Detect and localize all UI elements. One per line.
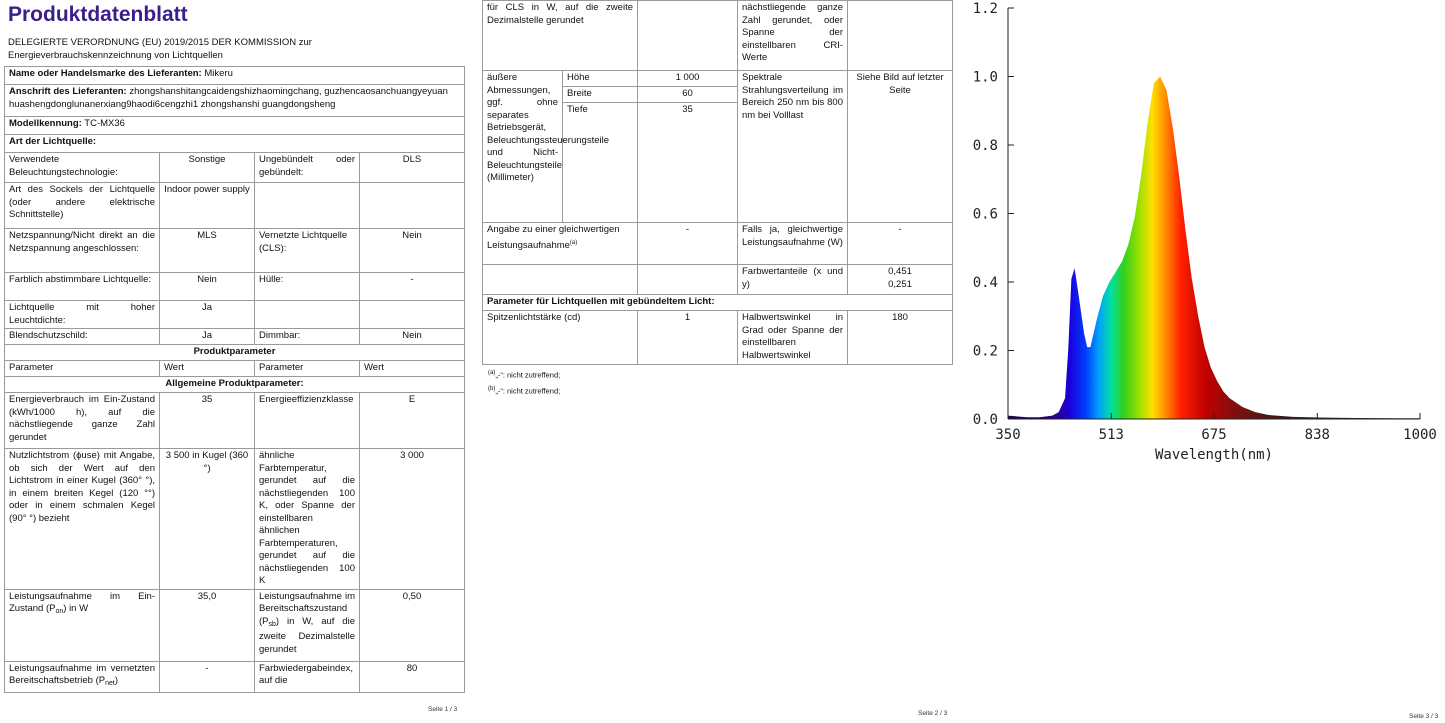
cri-label: Farbwiedergabeindex, auf die (255, 661, 360, 692)
equivalent-power-watts-value: - (848, 223, 953, 265)
table-row (483, 265, 953, 295)
table-row (5, 329, 465, 345)
product-datasheet-table-continued (482, 0, 953, 365)
spectral-distribution-value: Siehe Bild auf letzter Seite (848, 71, 953, 223)
spectrum-area (1008, 77, 1420, 420)
label-text: Leistungsaufnahme im Bereitschaftszustand (P (259, 590, 355, 627)
table-row (483, 311, 953, 365)
empty-cell (848, 1, 953, 71)
footnote-marker: (a) (569, 239, 578, 246)
color-temperature-label: ähnliche Farbtemperatur, gerundet auf die nächstliegenden 100 K, oder Spanne der einstellbaren ähnlichen Farbtemperaturen, gerundet auf die nächstliegenden 100 K (255, 449, 360, 590)
spectral-distribution-chart (968, 0, 1445, 470)
y-tick-label: 0.4 (972, 275, 998, 291)
footnote-a (488, 370, 560, 380)
row-value (360, 301, 465, 329)
table-row (5, 183, 465, 229)
chromaticity-y: 0,251 (888, 278, 912, 290)
color-temperature-value: 3 000 (360, 449, 465, 590)
datasheet-page-2 (480, 0, 952, 723)
row-value: Ja (160, 301, 255, 329)
supplier-address-value: zhongshanshitangcaidengshizhaomingchang, guzhencaosanchuangyeyuan huashengdonglunanerxiang9haodi6cengzhi1 zhongshanshi guangdongsheng (9, 86, 448, 110)
label-text: Angabe zu einer gleichwertigen Leistungsaufnahme (487, 224, 620, 251)
column-header-parameter: Parameter (255, 361, 360, 377)
equivalent-power-value: - (638, 223, 738, 265)
on-mode-power-label (5, 589, 160, 661)
supplier-name-value: Mikeru (204, 68, 233, 79)
x-tick-label: 513 (1098, 427, 1124, 443)
row-label: Blendschutzschild: (5, 329, 160, 345)
y-tick-label: 0.2 (972, 343, 998, 360)
x-tick-label: 350 (995, 427, 1021, 443)
row-value: Ja (160, 329, 255, 345)
energy-class-label: Energieeffizienzklasse (255, 393, 360, 449)
dimensions-label: äußere Abmessungen, ggf. ohne separates Betriebsgerät, Beleuchtungssteuerungsteile und Nicht-Beleuchtungsteile (Millimeter) (483, 71, 563, 223)
page-number: Seite 1 / 3 (428, 706, 458, 713)
footnote-text: „-“: nicht zutreffend; (495, 370, 561, 380)
y-tick-label: 0.0 (972, 412, 998, 428)
cri-value: 80 (360, 661, 465, 692)
product-datasheet-table (4, 66, 465, 693)
x-tick-label: 1000 (1403, 427, 1437, 443)
row-label: Netzspannung/Nicht direkt an die Netzspannung angeschlossen: (5, 229, 160, 273)
row-value: MLS (160, 229, 255, 273)
table-row (483, 223, 953, 265)
model-value: TC-MX36 (84, 118, 125, 129)
x-axis-label: Wavelength(nm) (1154, 447, 1274, 463)
networked-standby-label (5, 661, 160, 692)
row-label: Ungebündelt oder gebündelt: (255, 153, 360, 183)
width-label: Breite (563, 87, 638, 103)
column-header-parameter: Parameter (5, 361, 160, 377)
chromaticity-x: 0,451 (888, 266, 912, 277)
table-row (5, 229, 465, 273)
empty-cell (638, 1, 738, 71)
equivalent-power-label (483, 223, 638, 265)
row-label (255, 183, 360, 229)
row-label: Verwendete Beleuchtungstechnologie: (5, 153, 160, 183)
energy-consumption-value: 35 (160, 393, 255, 449)
page-number: Seite 2 / 3 (918, 710, 948, 717)
label-subscript: sb (268, 620, 276, 628)
beam-angle-label: Halbwertswinkel in Grad oder Spanne der einstellbaren Halbwertswinkel (738, 311, 848, 365)
supplier-address-label: Anschrift des Lieferanten: (9, 86, 127, 97)
footnote-marker: (a) (488, 370, 496, 376)
row-label: Vernetzte Lichtquelle (CLS): (255, 229, 360, 273)
standby-power-value: 0,50 (360, 589, 465, 661)
table-row (483, 1, 953, 71)
row-label: Farblich abstimmbare Lichtquelle: (5, 273, 160, 301)
row-value (360, 183, 465, 229)
footnote-text: „-“: nicht zutreffend; (495, 386, 561, 396)
row-label: Dimmbar: (255, 329, 360, 345)
table-row (5, 393, 465, 449)
energy-class-value: E (360, 393, 465, 449)
height-value: 1 000 (638, 71, 738, 87)
width-value: 60 (638, 87, 738, 103)
model-label: Modellkennung: (9, 118, 82, 129)
equivalent-power-watts-label: Falls ja, gleichwertige Leistungsaufnahme (W) (738, 223, 848, 265)
row-value: Indoor power supply (160, 183, 255, 229)
table-row (483, 71, 953, 87)
column-header-value: Wert (160, 361, 255, 377)
y-tick-label: 0.8 (972, 138, 998, 154)
row-label: Art des Sockels der Lichtquelle (oder andere elektrische Schnittstelle) (5, 183, 160, 229)
table-row (5, 301, 465, 329)
energy-consumption-label: Energieverbrauch im Ein-Zustand (kWh/1000 h), auf die nächstliegende ganze Zahl gerundet (5, 393, 160, 449)
column-header-value: Wert (360, 361, 465, 377)
y-tick-label: 1.0 (972, 69, 998, 86)
x-tick-label: 675 (1201, 427, 1227, 443)
row-value: DLS (360, 153, 465, 183)
luminous-flux-label: Nutzlichtstrom (ϕuse) mit Angabe, ob sich der Wert auf den Lichtstrom in einer Kugel (360° °), in einem breiten Kegel (120 °°) oder in einem schmalen Kegel (90° °) bezieht (5, 449, 160, 590)
y-tick-label: 0.6 (972, 206, 998, 223)
label-text: ) (114, 675, 119, 686)
chromaticity-value (848, 265, 953, 295)
row-label: Hülle: (255, 273, 360, 301)
table-row (5, 273, 465, 301)
row-label (255, 301, 360, 329)
networked-standby-value: - (160, 661, 255, 692)
supplier-name-label: Name oder Handelsmarke des Lieferanten: (9, 68, 202, 79)
label-subscript: on (55, 608, 64, 615)
table-row (5, 661, 465, 692)
light-source-type-heading: Art der Lichtquelle: (5, 135, 465, 153)
networked-standby-continued: für CLS in W, auf die zweite Dezimalstelle gerundet (483, 1, 638, 71)
table-row (5, 589, 465, 661)
footnote-b (488, 386, 560, 396)
empty-cell (483, 265, 638, 295)
footnote-marker: (b) (488, 386, 496, 392)
plot-area (1007, 76, 1420, 419)
label-text: Leistungsaufnahme im Ein-Zustand (P (9, 590, 155, 614)
table-row (5, 449, 465, 590)
label-subscript: net (105, 680, 115, 687)
row-value: Nein (360, 229, 465, 273)
regulation-subtitle: DELEGIERTE VERORDNUNG (EU) 2019/2015 DER KOMMISSION zur Energieverbrauchskennzeichnung von Lichtquellen (8, 37, 312, 61)
row-value: Nein (360, 329, 465, 345)
row-value: - (360, 273, 465, 301)
cri-label-continued: nächstliegende ganze Zahl gerundet, oder Spanne der einstellbaren CRI-Werte (738, 1, 848, 71)
directional-parameters-heading: Parameter für Lichtquellen mit gebündeltem Licht: (483, 295, 953, 311)
general-parameters-heading: Allgemeine Produktparameter: (5, 377, 465, 393)
depth-value: 35 (638, 103, 738, 223)
table-row (5, 153, 465, 183)
empty-cell (638, 265, 738, 295)
column-header-row (5, 361, 465, 377)
row-value: Sonstige (160, 153, 255, 183)
datasheet-page-3 (968, 0, 1445, 723)
page-title: Produktdatenblatt (8, 3, 188, 26)
supplier-address-row (5, 85, 465, 117)
label-text: ) in W (63, 603, 89, 614)
label-text: ) in W, auf die zweite Dezimalstelle gerundet (259, 615, 355, 655)
depth-label: Tiefe (563, 103, 638, 223)
y-tick-label: 1.2 (972, 1, 998, 17)
supplier-name-row (5, 67, 465, 85)
chromaticity-label: Farbwertanteile (x und y) (738, 265, 848, 295)
model-row (5, 117, 465, 135)
beam-angle-value: 180 (848, 311, 953, 365)
page-number: Seite 3 / 3 (1409, 713, 1439, 720)
luminous-flux-value: 3 500 in Kugel (360 °) (160, 449, 255, 590)
x-tick-label: 838 (1304, 427, 1330, 443)
standby-power-label (255, 589, 360, 661)
on-mode-power-value: 35,0 (160, 589, 255, 661)
datasheet-page-1 (0, 0, 465, 723)
label-text: Leistungsaufnahme im vernetzten Bereitschaftsbetrieb (P (9, 662, 155, 686)
height-label: Höhe (563, 71, 638, 87)
spectral-distribution-label: Spektrale Strahlungsverteilung im Bereich 250 nm bis 800 nm bei Volllast (738, 71, 848, 223)
peak-intensity-value: 1 (638, 311, 738, 365)
row-label: Lichtquelle mit hoher Leuchtdichte: (5, 301, 160, 329)
product-parameters-heading: Produktparameter (5, 345, 465, 361)
row-value: Nein (160, 273, 255, 301)
peak-intensity-label: Spitzenlichtstärke (cd) (483, 311, 638, 365)
